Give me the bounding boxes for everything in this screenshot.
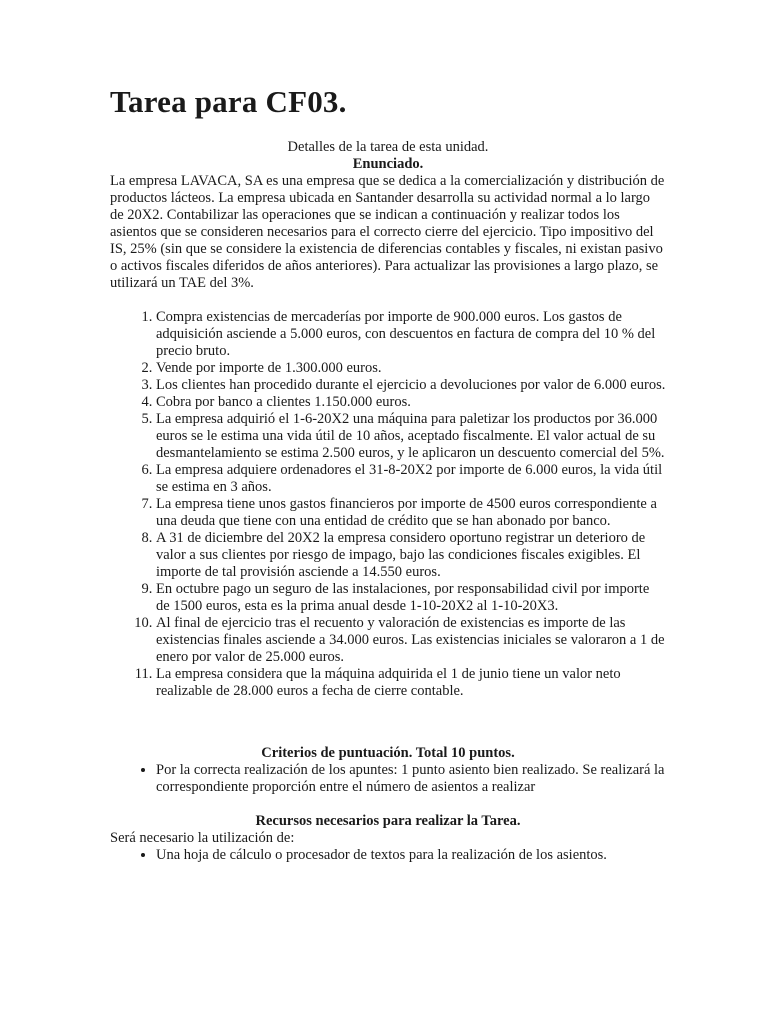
- document-subtitle: Detalles de la tarea de esta unidad.: [287, 139, 489, 155]
- resources-list: [110, 847, 666, 864]
- list-item: • Por la correcta realización de los apuntes: 1 punto asiento bien realizado. Se realizará la correspondiente proporción entre el número de asientos a realizar: [156, 762, 666, 796]
- document-page: [110, 84, 666, 864]
- list-item: 10. Al final de ejercicio tras el recuento y valoración de existencias es importe de las existencias finales asciende a 34.000 euros. Las existencias iniciales se valoraron a 1 de enero por valor de 25.000 euros.: [156, 615, 666, 666]
- list-item: 2. Vende por importe de 1.300.000 euros.: [156, 360, 666, 377]
- enunciado-heading: Enunciado.: [352, 156, 424, 172]
- resources-intro: Será necesario la utilización de:: [110, 830, 295, 846]
- document-title: Tarea para CF03.: [110, 84, 347, 119]
- list-item: 9. En octubre pago un seguro de las instalaciones, por responsabilidad civil por importe de 1500 euros, esta es la prima anual desde 1-10-20X2 al 1-10-20X3.: [156, 581, 666, 615]
- intro-paragraph: La empresa LAVACA, SA es una empresa que se dedica a la comercialización y distribución de productos lácteos. La empresa ubicada en Santander desarrolla su actividad normal a lo largo de 20X2. Contabilizar las operaciones que se indican a continuación y realizar todos los asientos que se consideren necesarios para el correcto cierre del ejercicio. Tipo impositivo del IS, 25% (sin que se considere la existencia de diferencias contables y fiscales, ni existan pasivo o activos fiscales diferidos de años anteriores). Para actualizar las provisiones a largo plazo, se utilizará un TAE del 3%.: [110, 173, 665, 291]
- list-item: 4. Cobra por banco a clientes 1.150.000 euros.: [156, 394, 666, 411]
- list-item: 8. A 31 de diciembre del 20X2 la empresa considero oportuno registrar un deterioro de valor a sus clientes por riesgo de impago, bajo las condiciones fiscales exigibles. El importe de tal provisión asciende a 14.550 euros.: [156, 530, 666, 581]
- resources-heading: Recursos necesarios para realizar la Tarea.: [255, 813, 521, 829]
- list-item: 3. Los clientes han procedido durante el ejercicio a devoluciones por valor de 6.000 euros.: [156, 377, 666, 394]
- list-item: 1. Compra existencias de mercaderías por importe de 900.000 euros. Los gastos de adquisición asciende a 5.000 euros, con descuentos en factura de compra del 10 % del precio bruto.: [156, 309, 666, 360]
- list-item: 5. La empresa adquirió el 1-6-20X2 una máquina para paletizar los productos por 36.000 euros se le estima una vida útil de 10 años, aceptado fiscalmente. El valor actual de su desmantelamiento se estima 2.500 euros, y le aplicaron un descuento comercial del 5%.: [156, 411, 666, 462]
- list-item: • Una hoja de cálculo o procesador de textos para la realización de los asientos.: [156, 847, 666, 864]
- list-item: 7. La empresa tiene unos gastos financieros por importe de 4500 euros correspondiente a una deuda que tiene con una entidad de crédito que se han abonado por banco.: [156, 496, 666, 530]
- task-list: [110, 309, 666, 700]
- list-item: 6. La empresa adquiere ordenadores el 31-8-20X2 por importe de 6.000 euros, la vida útil se estima en 3 años.: [156, 462, 666, 496]
- criteria-list: [110, 762, 666, 796]
- criteria-heading: Criterios de puntuación. Total 10 puntos.: [261, 745, 515, 761]
- list-item: 11. La empresa considera que la máquina adquirida el 1 de junio tiene un valor neto realizable de 28.000 euros a fecha de cierre contable.: [156, 666, 666, 700]
